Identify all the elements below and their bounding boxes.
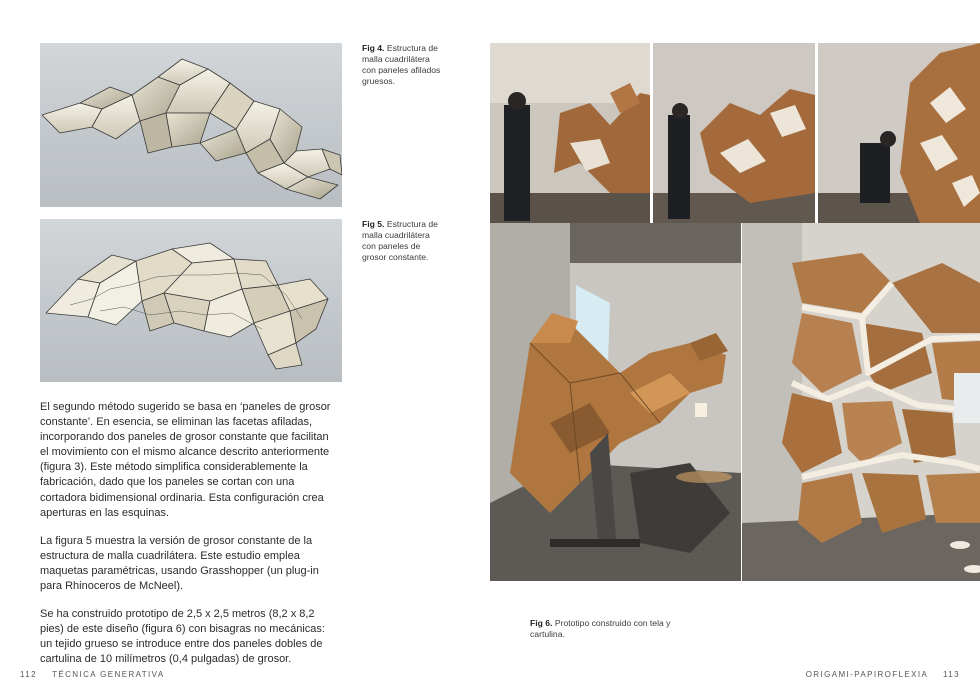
fig4-caption [362,43,446,87]
fig6-caption-text: Prototipo construido con tela y cartulina. [530,618,671,639]
fig6-caption-label: Fig 6. [530,618,553,628]
fig4-caption-label: Fig 4. [362,43,385,53]
left-page-number: 112 [20,670,37,679]
fig4-caption-text: Estructura de malla cuadrilátera con paneles afilados gruesos. [362,43,441,86]
left-section-title: TÉCNICA GENERATIVA [52,670,165,679]
fig6-caption [530,618,680,640]
fig5-caption [362,219,446,263]
fig5-caption-text: Estructura de malla cuadrilátera con paneles de grosor constante. [362,219,438,262]
fig5-render-image [40,219,342,382]
body-paragraph-2: La figura 5 muestra la versión de grosor constante de la estructura de malla cuadrilátera. Este estudio emplea maquetas paramétricas, usando Grasshopper (un plug-in para Rhinoceros de McNeel). [40,534,319,593]
right-section-title: ORIGAMI-PAPIROFLEXIA [805,670,928,679]
fig6-photo-gallery [490,223,741,581]
fig5-caption-label: Fig 5. [362,219,385,229]
fig6-photo-closeup [742,223,980,581]
right-page-number: 113 [943,670,960,679]
body-paragraph-3: Se ha construido prototipo de 2,5 x 2,5 metros (8,2 x 8,2 pies) de este diseño (figura 6) con bisagras no mecánicas: un tejido grueso se introduce entre dos paneles dobles de cartulina de 10 milímetros (0,4 pulgadas) de grosor. [40,608,325,666]
body-text [40,400,340,681]
body-paragraph-1: El segundo método sugerido se basa en ‘paneles de grosor constante’. En esencia, se eliminan las facetas afiladas, incorporando dos paneles de grosor constante que facilitan el movimiento con el mismo alcance descrito anteriormente (figura 3). Este método simplifica considerablemente la fabricación, dado que los paneles se cortan con una cortadora bidimensional ordinaria. Esta configuración crea aperturas en las esquinas. [40,401,331,519]
fig6-photo-strip [490,43,980,223]
footer-left [20,670,165,679]
footer-right [806,670,960,679]
fig4-render-image [40,43,342,207]
